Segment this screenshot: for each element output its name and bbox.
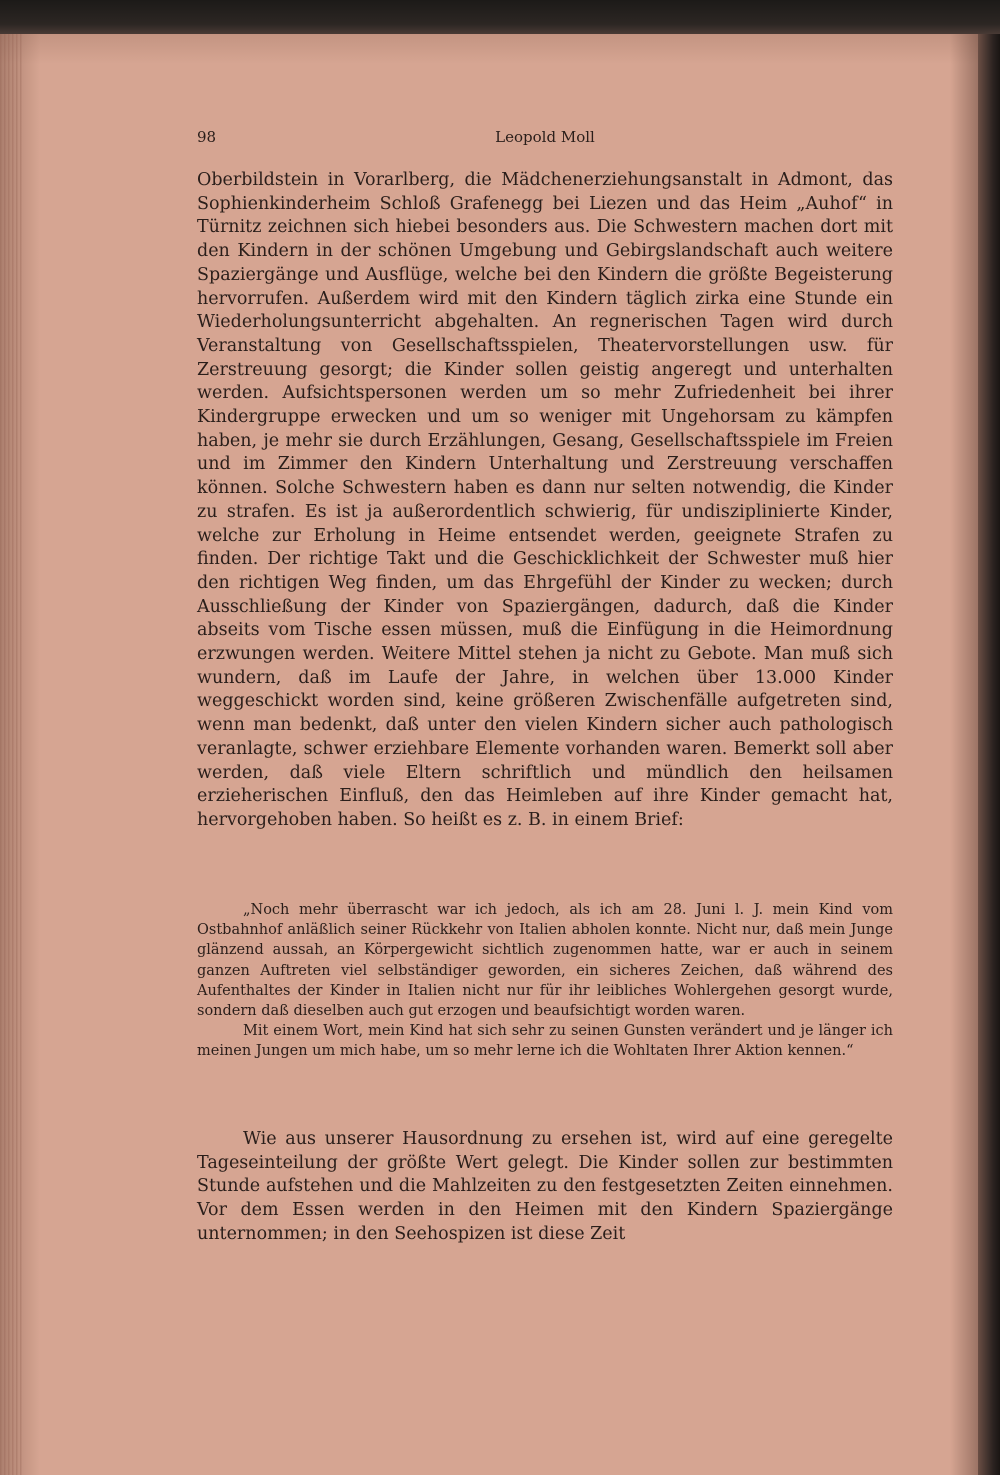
- page-number: 98: [197, 128, 217, 146]
- book-spine: [978, 34, 1000, 1475]
- page-header: [197, 128, 893, 148]
- running-title: Leopold Moll: [495, 128, 595, 146]
- letter-quote: [197, 900, 893, 1062]
- paragraph: Wie aus unserer Hausordnung zu ersehen ist, wird auf eine geregelte Tageseinteilung der größte Wert gelegt. Die Kinder sollen zur bestimmten Stunde aufstehen und die Mahlzeiten zu den festgesetzten Zeiten einnehmen. Vor dem Essen werden in den Heimen mit den Kindern Spaziergänge unternommen; in den Seehospizen ist diese Zeit: [197, 1129, 893, 1244]
- paragraph: Oberbildstein in Vorarlberg, die Mädchenerziehungsanstalt in Admont, das Sophienkinderheim Schloß Grafenegg bei Liezen und das Heim „Auhof“ in Türnitz zeichnen sich hiebei besonders aus. Die Schwestern machen dort mit den Kindern in der schönen Umgebung und Gebirgslandschaft auch weitere Spaziergänge und Ausflüge, welche bei den Kindern die größte Begeisterung hervorrufen. Außerdem wird mit den Kindern täglich zirka eine Stunde ein Wiederholungsunterricht abgehalten. An regnerischen Tagen wird durch Veranstaltung von Gesellschaftsspielen, Theatervorstellungen usw. für Zerstreuung gesorgt; die Kinder sollen geistig angeregt und unterhalten werden. Aufsichtspersonen werden um so mehr Zufriedenheit bei ihrer Kindergruppe erwecken und um so weniger mit Ungehorsam zu kämpfen haben, je mehr sie durch Erzählungen, Gesang, Gesellschaftsspiele im Freien und im Zimmer den Kindern Unterhaltung und Zerstreuung verschaffen können. Solche Schwestern haben es dann nur selten notwendig, die Kinder zu strafen. Es ist ja außerordentlich schwierig, für undisziplinierte Kinder, welche zur Erholung in Heime entsendet werden, geeignete Strafen zu finden. Der richtige Takt und die Geschicklichkeit der Schwester muß hier den richtigen Weg finden, um das Ehrgefühl der Kinder zu wecken; durch Ausschließung der Kinder von Spaziergängen, dadurch, daß die Kinder abseits vom Tische essen müssen, muß die Einfügung in die Heimordnung erzwungen werden. Weitere Mittel stehen ja nicht zu Gebote. Man muß sich wundern, daß im Laufe der Jahre, in welchen über 13.000 Kinder weggeschickt worden sind, keine größeren Zwischenfälle aufgetreten sind, wenn man bedenkt, daß unter den vielen Kindern sicher auch pathologisch veranlagte, schwer erziehbare Elemente vorhanden waren. Bemerkt soll aber werden, daß viele Eltern schriftlich und mündlich den heilsamen erzieherischen Einfluß, den das Heimleben auf ihre Kinder gemacht hat, hervorgehoben haben. So heißt es z. B. in einem Brief:: [197, 170, 893, 830]
- main-text-continued: [197, 1128, 893, 1247]
- quote-paragraph: „Noch mehr überrascht war ich jedoch, als ich am 28. Juni l. J. mein Kind vom Ostbahnhof anläßlich seiner Rückkehr von Italien abholen konnte. Nicht nur, daß mein Junge glänzend aussah, an Körpergewicht sichtlich zugenommen hatte, war er auch in seinem ganzen Auftreten viel selbständiger geworden, ein sicheres Zeichen, daß während des Aufenthaltes der Kinder in Italien nicht nur für ihr leibliches Wohlergehen gesorgt wurde, sondern daß dieselben auch gut erzogen und beaufsichtigt worden waren.: [197, 902, 893, 1020]
- main-text: [197, 169, 893, 833]
- quote-paragraph: Mit einem Wort, mein Kind hat sich sehr zu seinen Gunsten verändert und je länger ich meinen Jungen um mich habe, um so mehr lerne ich die Wohltaten Ihrer Aktion kennen.“: [197, 1023, 893, 1060]
- page-edge-left: [0, 34, 22, 1475]
